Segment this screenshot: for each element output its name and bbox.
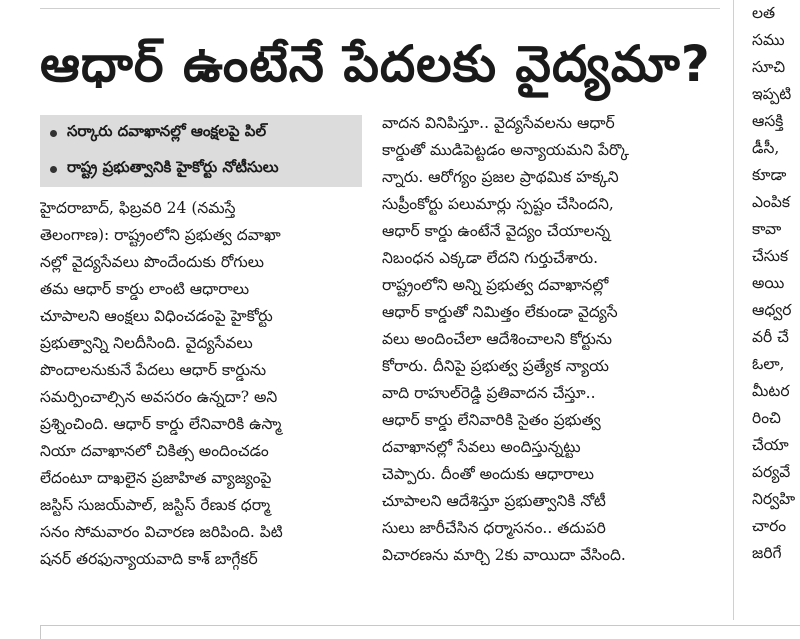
summary-item	[40, 151, 362, 187]
text-line: సుప్రీంకోర్టు పలుమార్లు స్పష్టం చేసిందని,	[382, 195, 614, 213]
text-line: తెలంగాణ): రాష్ట్రంలోని ప్రభుత్వ దవాఖా	[40, 226, 281, 244]
summary-text: రాష్ట్ర ప్రభుత్వానికి హైకోర్టు నోటీసులు	[67, 158, 279, 176]
text-line: కార్డుతో ముడిపెట్టడం అన్యాయమని పేర్కొ	[382, 141, 629, 159]
text-line: రించి	[752, 409, 781, 427]
text-line: ఎంపిక	[752, 193, 790, 211]
text-line: సూచి	[752, 58, 786, 76]
text-line: ఆధార్ కార్డుతో నిమిత్తం లేకుండా వైద్యసే	[382, 303, 618, 321]
article-column-2	[382, 110, 707, 569]
bottom-box	[40, 625, 800, 639]
text-line: వాది రాహుల్‌రెడ్డి ప్రతివాదన చేస్తూ..	[382, 384, 596, 402]
text-line: చూపాలని ఆంక్షలు విధించడంపై హైకోర్టు	[40, 307, 273, 325]
text-line: షనర్ తరఫున్యాయవాది కాశ్ బాగ్గేకర్	[40, 550, 258, 568]
text-line: మీటర	[752, 382, 790, 400]
article-column-1	[40, 195, 360, 573]
text-line: సము	[752, 31, 785, 49]
text-line: జస్టిస్ సుజయ్‌పాల్, జస్టిస్ రేణుక ధర్మా	[40, 496, 271, 514]
headline: ఆధార్ ఉంటేనే పేదలకు వైద్యమా?	[40, 35, 711, 93]
text-line: డీసీ,	[752, 139, 780, 157]
text-line: సమర్పించాల్సిన అవసరం ఉన్నదా? అని	[40, 388, 278, 406]
text-line: సనం సోమవారం విచారణ జరిపింది. పిటి	[40, 523, 283, 541]
text-line: ఆధార్ కార్డు ఉంటేనే వైద్యం చేయాలన్న	[382, 222, 611, 240]
text-line: ఆసక్తి	[752, 112, 784, 130]
text-line: జరిగే	[752, 544, 782, 562]
text-line: కావా	[752, 220, 782, 238]
column-divider	[733, 0, 734, 620]
text-line: హైదరాబాద్, ఫిబ్రవరి 24 (నమస్తే	[40, 199, 236, 217]
summary-text: సర్కారు దవాఖానల్లో ఆంక్షలపై పిల్	[67, 122, 267, 140]
top-rule	[40, 8, 720, 9]
text-line: చేయా	[752, 436, 789, 454]
text-line: లేదంటూ దాఖలైన ప్రజాహిత వ్యాజ్యంపై	[40, 469, 272, 487]
text-line: వాదన వినిపిస్తూ.. వైద్యసేవలను ఆధార్	[382, 114, 615, 132]
text-line: నియా దవాఖానలో చికిత్స అందించడం	[40, 442, 269, 460]
text-line: ప్రశ్నించింది. ఆధార్ కార్డు లేనివారికి ఉస్మా	[40, 415, 282, 433]
text-line: పర్యవే	[752, 463, 791, 481]
adjacent-article-column	[752, 0, 800, 567]
text-line: తమ ఆధార్ కార్డు లాంటి ఆధారాలు	[40, 280, 250, 298]
text-line: లత	[752, 4, 776, 22]
bullet-icon	[50, 166, 57, 173]
text-line: నల్లో వైద్యసేవలు పొందేందుకు రోగులు	[40, 253, 265, 271]
text-line: ప్రభుత్వాన్ని నిలదీసింది. వైద్యసేవలు	[40, 334, 253, 352]
text-line: న్నారు. ఆరోగ్యం ప్రజల ప్రాథమిక హక్కని	[382, 168, 619, 186]
text-line: చారం	[752, 517, 787, 535]
text-line: విచారణను మార్చి 2కు వాయిదా వేసింది.	[382, 546, 626, 564]
text-line: వలు అందించేలా ఆదేశించాలని కోర్టును	[382, 330, 613, 348]
text-line: చూపాలని ఆదేశిస్తూ ప్రభుత్వానికి నోటీ	[382, 492, 606, 510]
text-line: ఓలా,	[752, 355, 785, 373]
text-line: ఆధ్వర	[752, 301, 792, 319]
text-line: పొందాలనుకునే పేదలు ఆధార్ కార్డును	[40, 361, 267, 379]
text-line: వరీ చే	[752, 328, 789, 346]
text-line: కూడా	[752, 166, 787, 184]
text-line: ఇప్పటి	[752, 85, 792, 103]
summary-box	[40, 115, 362, 187]
text-line: నిర్వహి	[752, 490, 796, 508]
text-line: సులు జారీచేసిన ధర్మాసనం.. తదుపరి	[382, 519, 606, 537]
summary-item	[40, 115, 362, 151]
text-line: ఆధార్ కార్డు లేనివారికి సైతం ప్రభుత్వ	[382, 411, 601, 429]
text-line: చెప్పారు. దీంతో అందుకు ఆధారాలు	[382, 465, 594, 483]
text-line: దవాఖానల్లో సేవలు అందిస్తున్నట్టు	[382, 438, 581, 456]
text-line: రాష్ట్రంలోని అన్ని ప్రభుత్వ దవాఖానల్లో	[382, 276, 609, 294]
text-line: కోరారు. దీనిపై ప్రభుత్వ ప్రత్యేక న్యాయ	[382, 357, 609, 375]
bullet-icon	[50, 130, 57, 137]
text-line: నిబంధన ఎక్కడా లేదని గుర్తుచేశారు.	[382, 249, 599, 267]
text-line: అయి	[752, 274, 785, 292]
text-line: చేసుక	[752, 247, 789, 265]
